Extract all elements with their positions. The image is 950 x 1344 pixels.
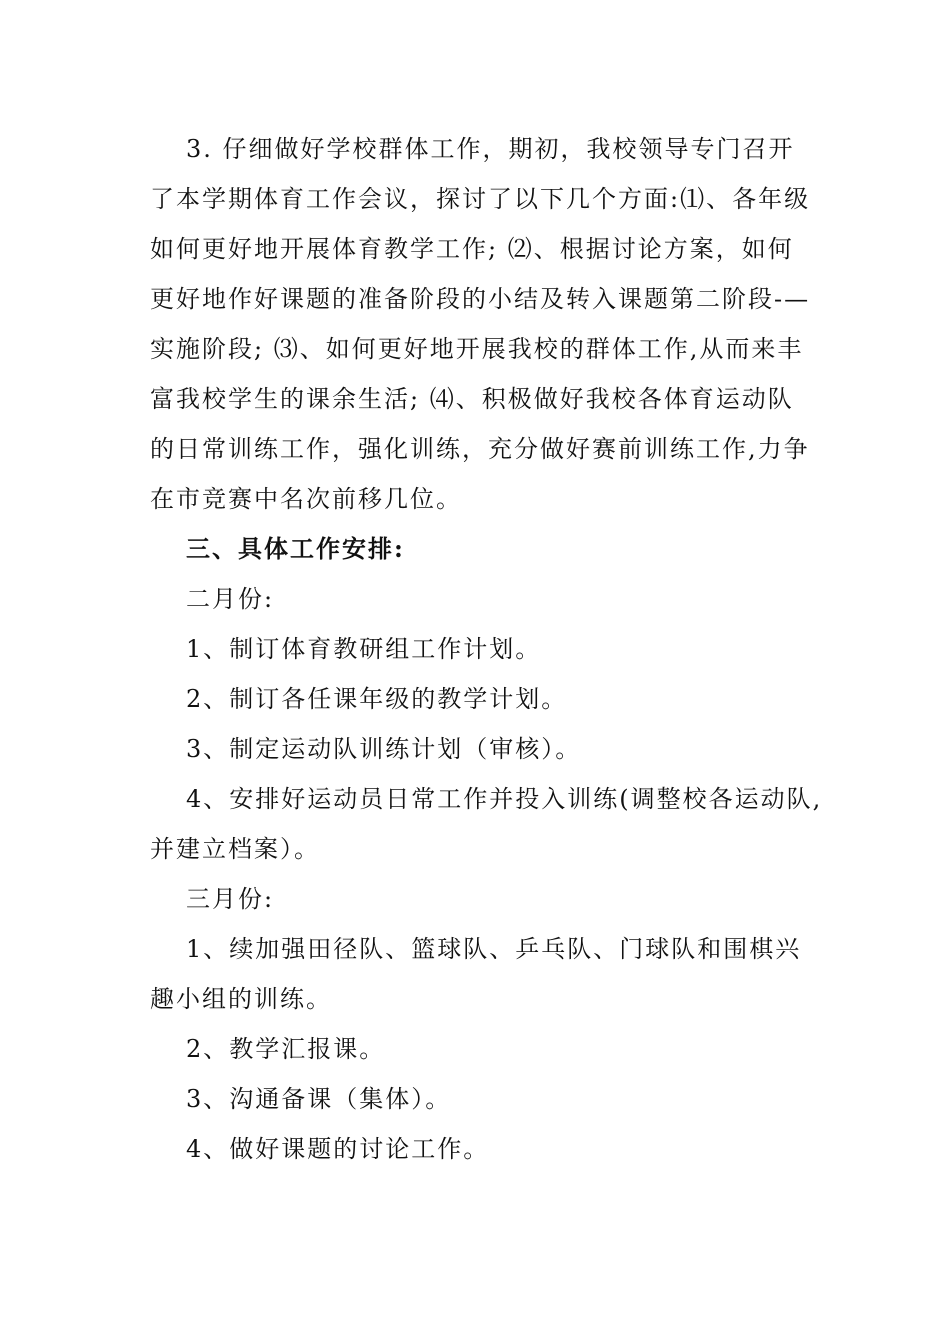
list-item-feb-4-continued: 并建立档案）。 [150, 835, 320, 863]
list-item-feb-2: 2、制订各任课年级的教学计划。 [186, 685, 568, 713]
list-item-mar-4: 4、做好课题的讨论工作。 [186, 1135, 490, 1163]
paragraph-line-4: 更好地作好课题的准备阶段的小结及转入课题第二阶段-— [150, 285, 811, 313]
section-heading: 三、具体工作安排: [186, 534, 405, 563]
list-item-feb-1: 1、制订体育教研组工作计划。 [186, 635, 542, 663]
paragraph-line-8: 在市竞赛中名次前移几位。 [150, 485, 462, 513]
list-item-mar-1-continued: 趣小组的训练。 [150, 985, 332, 1013]
month-heading-february: 二月份: [186, 585, 275, 613]
paragraph-line-6: 富我校学生的课余生活; ⑷、积极做好我校各体育运动队 [150, 385, 794, 413]
list-item-mar-2: 2、教学汇报课。 [186, 1035, 386, 1063]
list-item-feb-3: 3、制定运动队训练计划（审核）。 [186, 735, 582, 763]
month-heading-march: 三月份: [186, 885, 275, 913]
list-item-mar-1: 1、续加强田径队、篮球队、乒乓队、门球队和围棋兴 [186, 935, 802, 963]
paragraph-line-2: 了本学期体育工作会议，探讨了以下几个方面:⑴、各年级 [150, 185, 811, 213]
list-item-mar-3: 3、沟通备课（集体）。 [186, 1085, 452, 1113]
paragraph-line-1: 3. 仔细做好学校群体工作，期初，我校领导专门召开 [186, 135, 795, 163]
paragraph-line-7: 的日常训练工作，强化训练，充分做好赛前训练工作,力争 [150, 435, 810, 463]
paragraph-line-3: 如何更好地开展体育教学工作; ⑵、根据讨论方案，如何 [150, 235, 794, 263]
list-item-feb-4: 4、安排好运动员日常工作并投入训练(调整校各运动队, [186, 785, 823, 813]
paragraph-line-5: 实施阶段; ⑶、如何更好地开展我校的群体工作,从而来丰 [150, 335, 804, 363]
